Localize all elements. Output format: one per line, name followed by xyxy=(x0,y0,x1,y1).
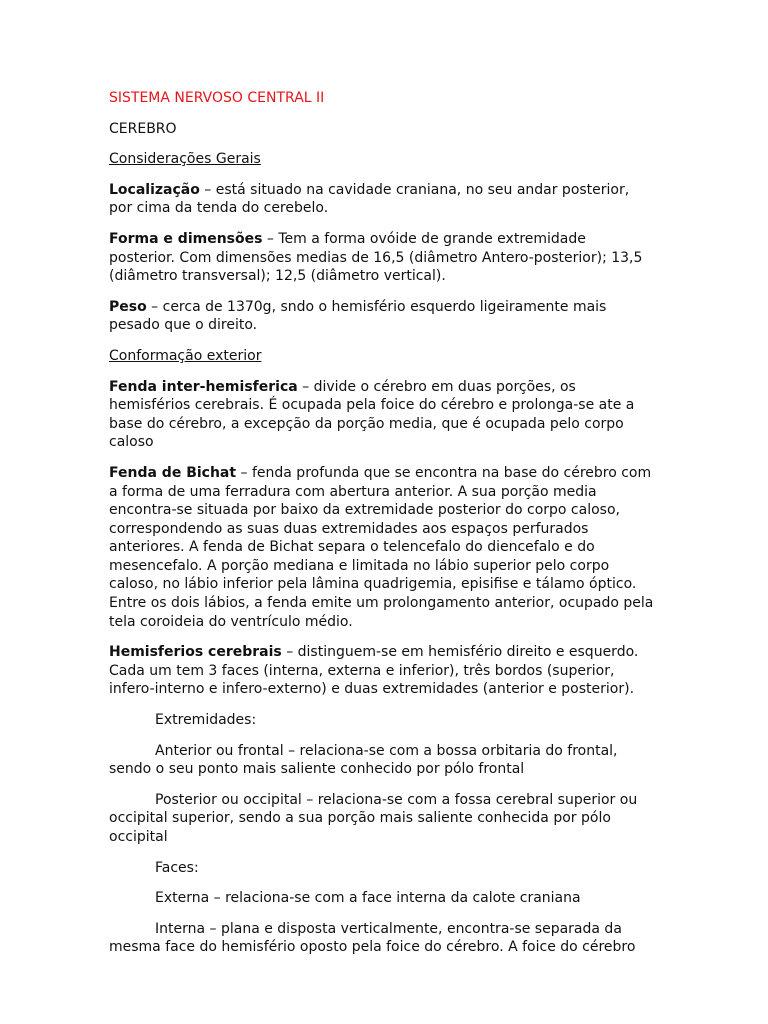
text-peso: – cerca de 1370g, sndo o hemisfério esquerdo ligeiramente mais pesado que o direito. xyxy=(109,298,607,334)
document-title: SISTEMA NERVOSO CENTRAL II xyxy=(109,90,325,106)
term-forma: Forma e dimensões xyxy=(109,230,263,247)
paragraph-hemisferios xyxy=(109,643,654,699)
term-fenda-inter: Fenda inter-hemisferica xyxy=(109,378,298,395)
subheading-consideracoes: Considerações Gerais xyxy=(109,151,261,168)
label-faces: Faces: xyxy=(155,859,199,876)
term-fenda-bichat: Fenda de Bichat xyxy=(109,464,237,481)
text-localizacao: – está situado na cavidade craniana, no seu andar posterior, por cima da tenda do cerebelo. xyxy=(109,181,630,217)
subheading-conformacao: Conformação exterior xyxy=(109,347,262,364)
paragraph-fenda-inter xyxy=(109,378,654,452)
term-localizacao: Localização xyxy=(109,181,200,198)
paragraph-interna: Interna – plana e disposta verticalmente, encontra-se separada da mesma face do hemisfério oposto pela foice do cérebro. A foice do cérebro xyxy=(109,920,636,956)
paragraph-anterior: Anterior ou frontal – relaciona-se com a bossa orbitaria do frontal, sendo o seu ponto mais saliente conhecido por pólo frontal xyxy=(109,742,618,778)
term-hemisferios: Hemisferios cerebrais xyxy=(109,644,282,661)
paragraph-posterior: Posterior ou occipital – relaciona-se com a fossa cerebral superior ou occipital superior, sendo a sua porção mais saliente conhecida por pólo occipital xyxy=(109,791,638,845)
text-forma: – Tem a forma ovóide de grande extremidade posterior. Com dimensões medias de 16,5 (diâmetro Antero-posterior); 13,5 (diâmetro transversal); 12,5 (diâmetro vertical). xyxy=(109,230,643,285)
text-fenda-bichat: – fenda profunda que se encontra na base do cérebro com a forma de uma ferradura com abertura anterior. A sua porção media encontra-se situada por baixo da extremidade posterior do corpo caloso, correspondendo as suas duas extremidades aos espaços perfurados anteriores. A fenda de Bichat separa o telencefalo do diencefalo e do mesencefalo. A porção mediana e limitada no lábio superior pelo corpo caloso, no lábio inferior pela lâmina quadrigemia, episifise e tálamo óptico. Entre os dois lábios, a fenda emite um prolongamento anterior, ocupado pela tela coroideia do ventrículo médio. xyxy=(109,464,654,630)
text-hemisferios: – distinguem-se em hemisfério direito e esquerdo. Cada um tem 3 faces (interna, externa e inferior), três bordos (superior, infero-interno e infero-externo) e duas extremidades (anterior e posterior). xyxy=(109,644,639,698)
paragraph-fenda-bichat xyxy=(109,464,654,631)
paragraph-externa: Externa – relaciona-se com a face interna da calote craniana xyxy=(155,890,581,907)
section-heading: CEREBRO xyxy=(109,120,177,137)
document-page xyxy=(109,89,654,969)
label-extremidades: Extremidades: xyxy=(155,712,257,729)
text-fenda-inter: – divide o cérebro em duas porções, os hemisférios cerebrais. É ocupada pela foice do cérebro e prolonga-se ate a base do cérebro, a excepção da porção media, que é ocupada pelo corpo caloso xyxy=(109,378,635,451)
paragraph-forma xyxy=(109,230,654,286)
term-peso: Peso xyxy=(109,298,147,315)
paragraph-peso xyxy=(109,298,654,335)
paragraph-localizacao xyxy=(109,181,654,218)
